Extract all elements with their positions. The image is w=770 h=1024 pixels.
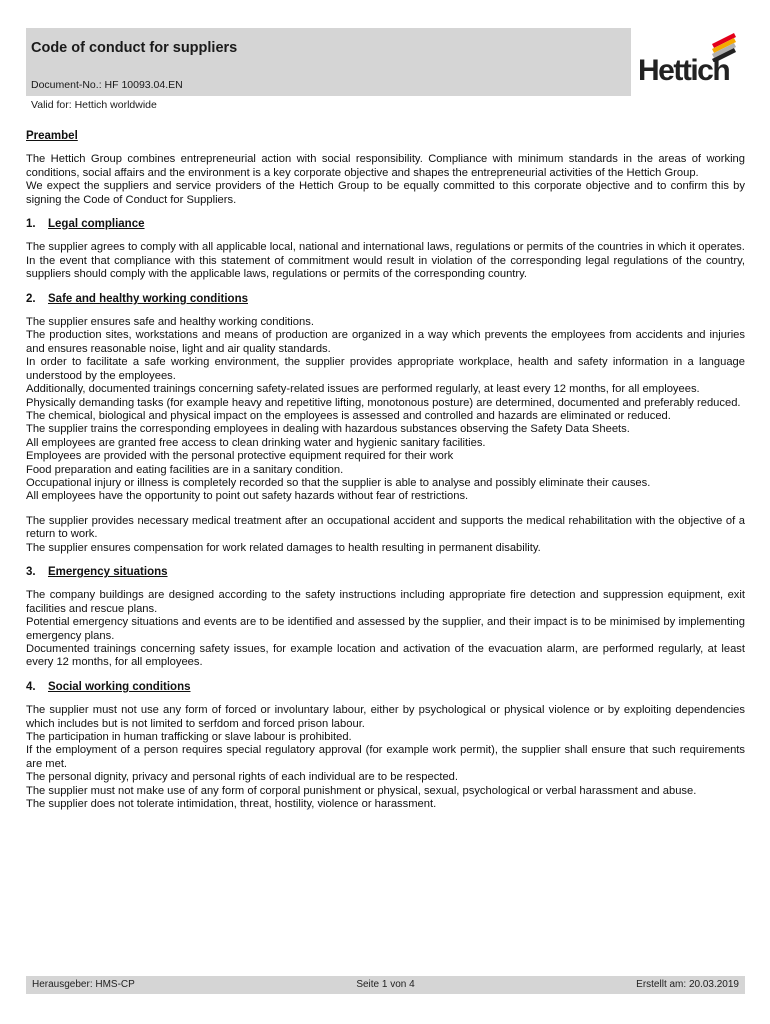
paragraph: Occupational injury or illness is completely recorded so that the supplier is able to analyse and possibly eliminate their causes. (26, 476, 651, 489)
paragraph: All employees have the opportunity to point out safety hazards without fear of restrictions. (26, 490, 469, 503)
paragraph: All employees are granted free access to clean drinking water and hygienic sanitary facilities. (26, 436, 486, 449)
paragraph: The personal dignity, privacy and personal rights of each individual are to be respected. (26, 771, 459, 784)
footer-created-date: Erstellt am: 20.03.2019 (636, 979, 739, 990)
paragraph: The supplier ensures compensation for work related damages to health resulting in permanent disability. (26, 541, 541, 554)
paragraph: The participation in human trafficking or slave labour is prohibited. (26, 731, 352, 744)
paragraph: The supplier does not tolerate intimidation, threat, hostility, violence or harassment. (26, 798, 437, 811)
paragraph: The supplier provides necessary medical treatment after an occupational accident and supports the medical rehabilitation with the objective of a return to work. (26, 514, 745, 541)
hettich-logo (636, 30, 744, 94)
footer-page-number: Seite 1 von 4 (356, 979, 415, 990)
paragraph: In the event that compliance with this statement of commitment would result in violation of the corresponding legal regulations of the country, suppliers should comply with the applicable laws, regulations or permits of the corresponding country. (26, 254, 745, 281)
paragraph: Documented trainings concerning safety issues, for example location and activation of the evacuation alarm, are performed regularly, at least every 12 months, for all employees. (26, 643, 745, 669)
document-footer (26, 976, 745, 994)
validity-note: Valid for: Hettich worldwide (31, 99, 157, 111)
paragraph: The Hettich Group combines entrepreneurial action with social responsibility. Compliance with minimum standards in the areas of working conditions, social affairs and the environment is a key corporate objective and shapes the entrepreneurial activities of the Hettich Group. (26, 153, 745, 179)
paragraph: Food preparation and eating facilities are in a sanitary condition. (26, 463, 344, 476)
paragraph: If the employment of a person requires special regulatory approval (for example work permit), the supplier shall ensure that such requirements are met. (26, 744, 745, 770)
paragraph: We expect the suppliers and service providers of the Hettich Group to be equally committed to this corporate objective and to confirm this by signing the Code of Conduct for Suppliers. (26, 180, 745, 206)
paragraph: The supplier ensures safe and healthy working conditions. (26, 316, 314, 329)
paragraph: Additionally, documented trainings concerning safety-related issues are performed regularly, at least every 12 months, for all employees. (26, 383, 700, 396)
logo-wordmark: Hettich (638, 54, 730, 87)
paragraph: The supplier must not use any form of forced or involuntary labour, either by psychological or physical violence or by exploiting dependencies which includes but is not limited to serfdom and forced prison labour. (26, 704, 745, 730)
section-heading-social-working-conditions: 4. Social working conditions (26, 680, 191, 693)
section-heading-safe-working-conditions: 2. Safe and healthy working conditions (26, 292, 248, 305)
paragraph: The chemical, biological and physical impact on the employees is assessed and controlled and hazards are eliminated or reduced. (26, 409, 671, 422)
paragraph: Potential emergency situations and events are to be identified and assessed by the supplier, and their impact is to be minimised by implementing emergency plans. (26, 616, 745, 642)
paragraph: The company buildings are designed according to the safety instructions including appropriate fire detection and suppression equipment, exit facilities and rescue plans. (26, 589, 745, 615)
section-heading-emergency-situations: 3. Emergency situations (26, 565, 168, 578)
paragraph: The supplier agrees to comply with all applicable local, national and international laws, regulations or permits of the countries in which it operates. (26, 241, 745, 254)
paragraph: Physically demanding tasks (for example heavy and repetitive lifting, monotonous posture) are determined, documented and preferably reduced. (26, 396, 741, 409)
paragraph: The supplier trains the corresponding employees in dealing with hazardous substances observing the Safety Data Sheets. (26, 423, 630, 436)
preamble-heading: Preambel (26, 130, 78, 142)
paragraph: In order to facilitate a safe working environment, the supplier provides appropriate workplace, health and safety information in a language understood by the employees. (26, 356, 745, 382)
document-number: Document-No.: HF 10093.04.EN (31, 79, 183, 91)
document-body (26, 130, 745, 811)
section-heading-legal-compliance: 1. Legal compliance (26, 218, 145, 231)
paragraph: Employees are provided with the personal protective equipment required for their work (26, 450, 454, 463)
paragraph: The production sites, workstations and means of production are organized in a way which prevents the employees from accidents and injuries and ensures reasonable noise, light and air quality standards. (26, 329, 745, 355)
document-title: Code of conduct for suppliers (31, 40, 238, 56)
footer-publisher: Herausgeber: HMS-CP (32, 979, 135, 990)
paragraph: The supplier must not make use of any form of corporal punishment or physical, sexual, psychological or verbal harassment and abuse. (26, 784, 697, 797)
